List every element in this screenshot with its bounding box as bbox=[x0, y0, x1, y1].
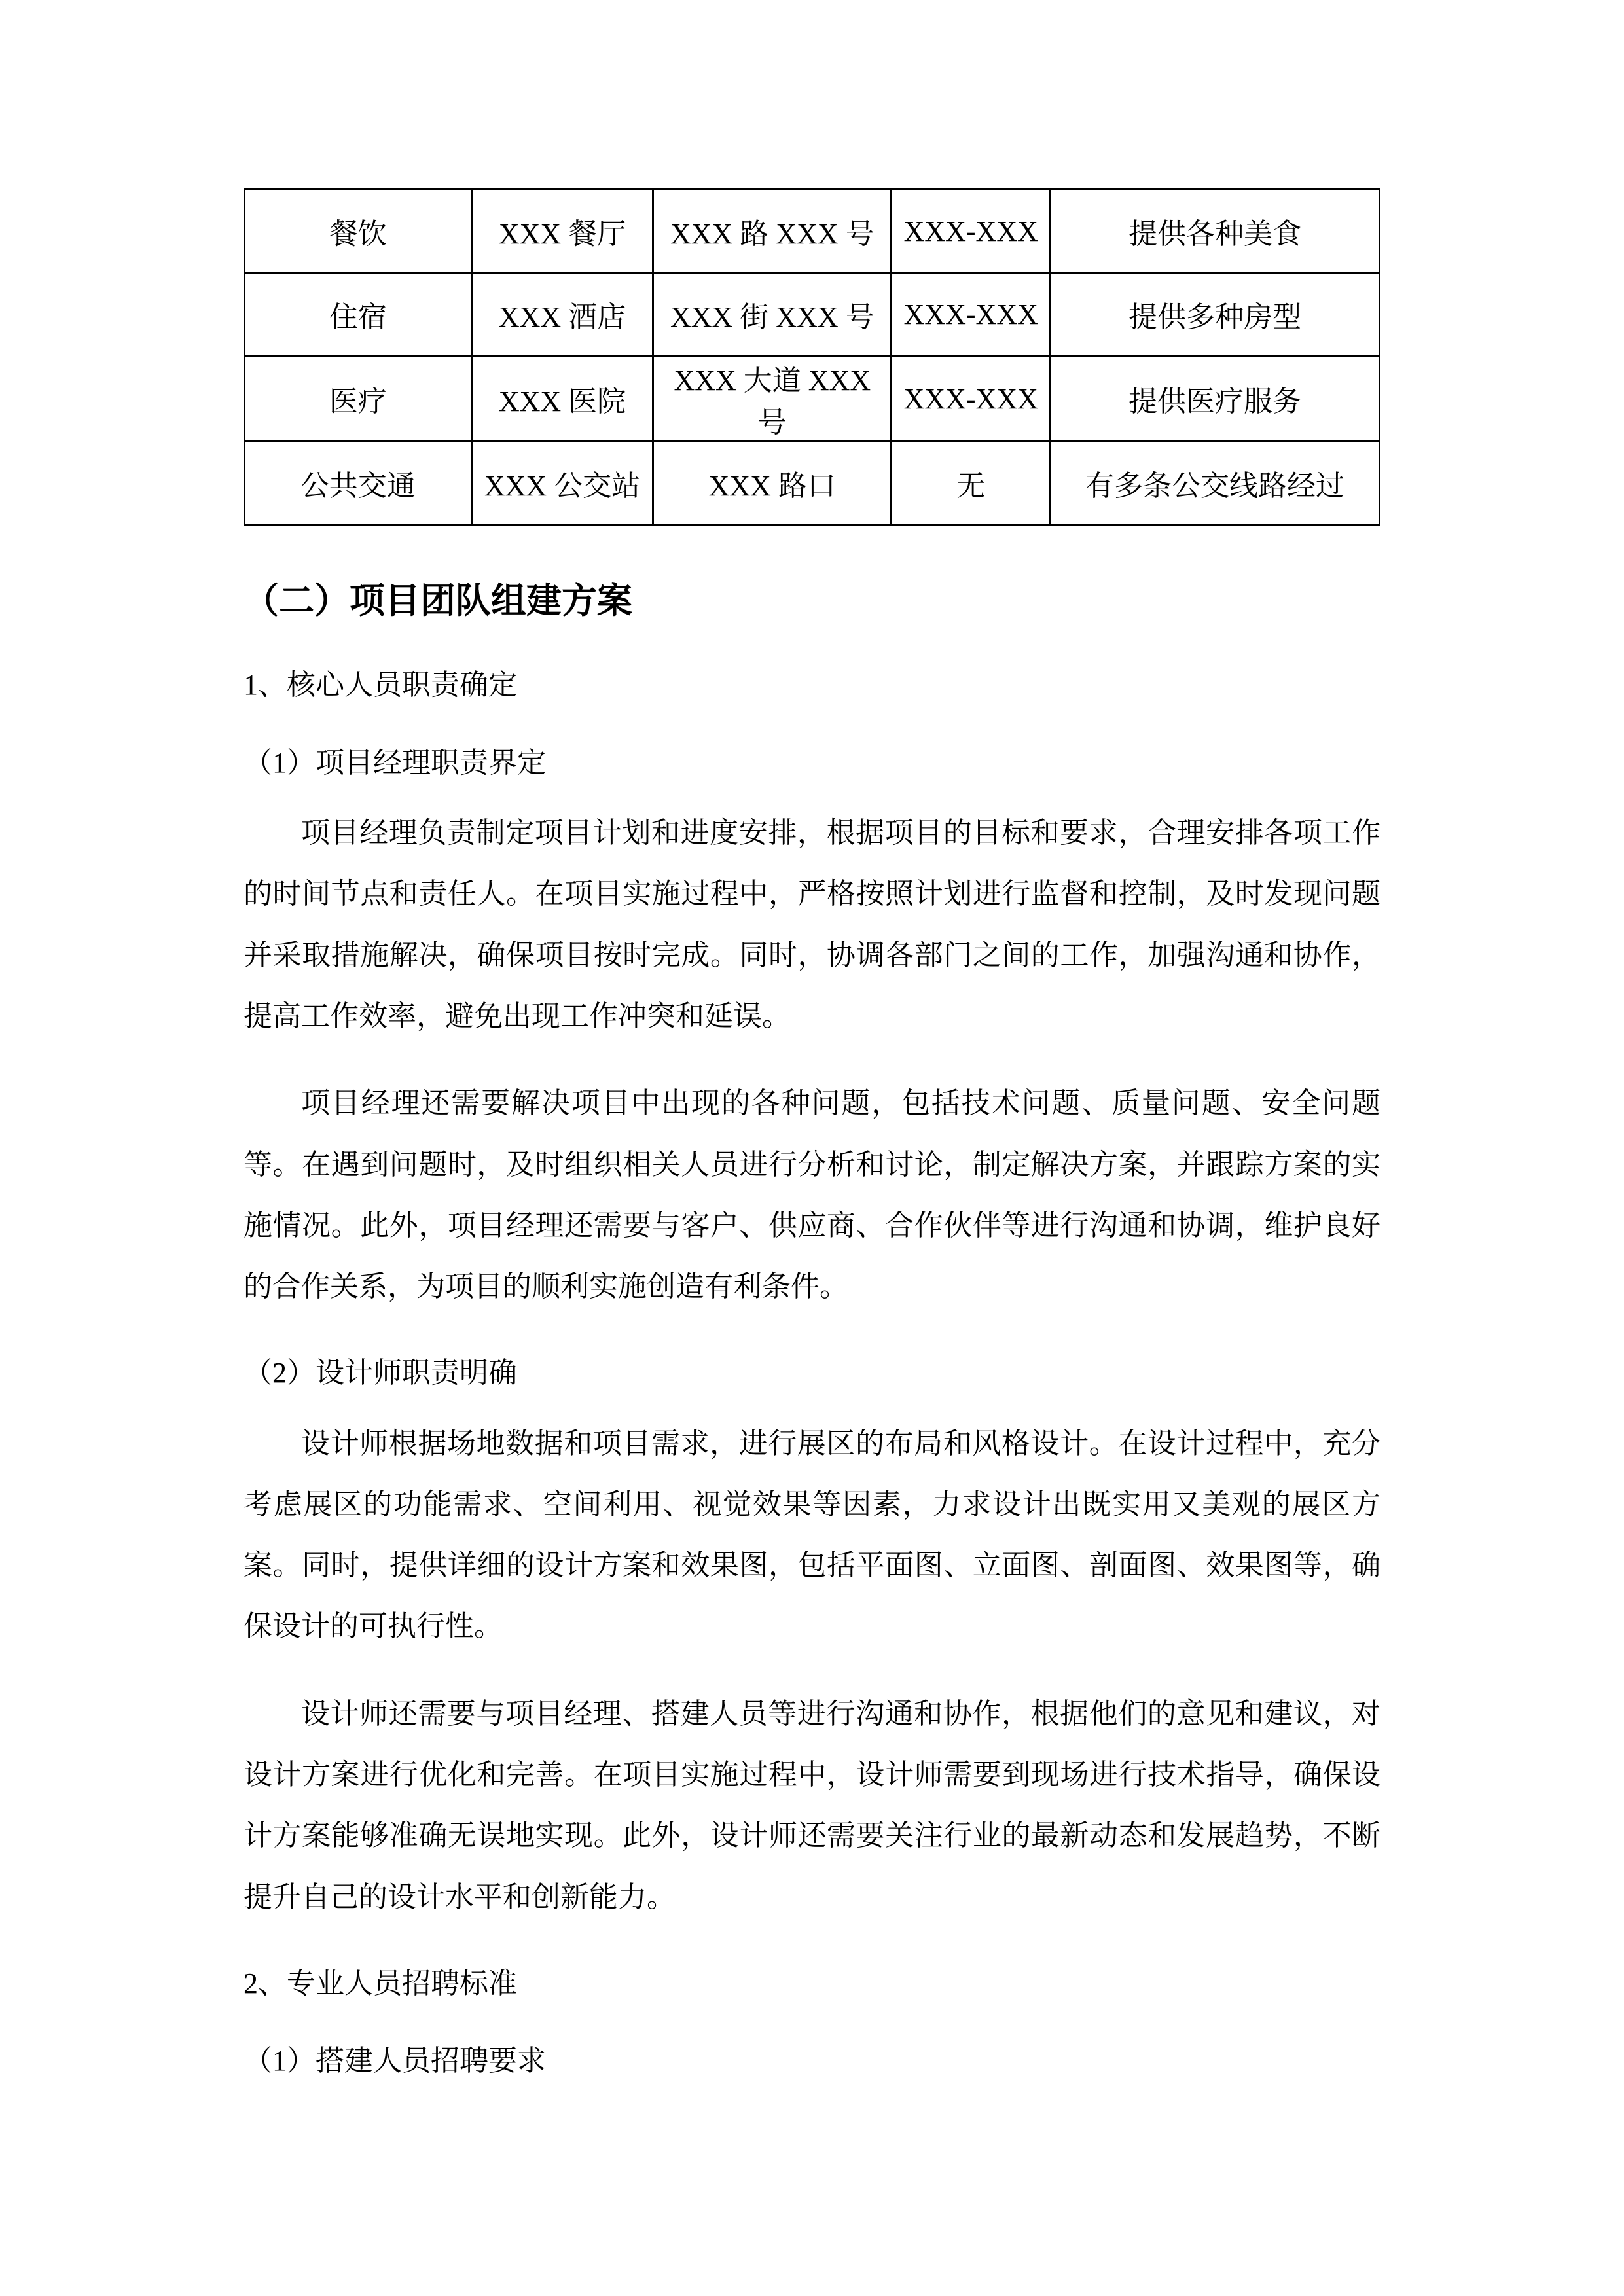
table-cell: 公共交通 bbox=[245, 442, 472, 525]
table-cell: 住宿 bbox=[245, 273, 472, 356]
body-paragraph: 设计师还需要与项目经理、搭建人员等进行沟通和协作，根据他们的意见和建议，对设计方案进行优化和完善。在项目实施过程中，设计师需要到现场进行技术指导，确保设计方案能够准确无误地实现。此外，设计师还需要关注行业的最新动态和发展趋势，不断提升自己的设计水平和创新能力。 bbox=[244, 1697, 1380, 1913]
table-cell: XXX-XXX bbox=[892, 190, 1051, 273]
table-cell: 餐饮 bbox=[245, 190, 472, 273]
table-cell: XXX-XXX bbox=[892, 273, 1051, 356]
body-paragraph: 项目经理负责制定项目计划和进度安排，根据项目的目标和要求，合理安排各项工作的时间节点和责任人。在项目实施过程中，严格按照计划进行监督和控制，及时发现问题并采取措施解决，确保项目按时完成。同时，协调各部门之间的工作，加强沟通和协作，提高工作效率，避免出现工作冲突和延误。 bbox=[244, 817, 1380, 1032]
table-cell: XXX-XXX bbox=[892, 356, 1051, 442]
section-heading: （二）项目团队组建方案 bbox=[244, 581, 632, 620]
table-cell: 医疗 bbox=[245, 356, 472, 442]
table-row bbox=[245, 442, 1380, 525]
table-cell: XXX 酒店 bbox=[471, 273, 653, 356]
subsection-heading: （2）设计师职责明确 bbox=[244, 1357, 517, 1390]
table-cell: 有多条公交线路经过 bbox=[1051, 442, 1380, 525]
table-cell: XXX 公交站 bbox=[471, 442, 653, 525]
table-cell: XXX 路口 bbox=[653, 442, 892, 525]
table-cell: XXX 医院 bbox=[471, 356, 653, 442]
subsection-heading: 2、专业人员招聘标准 bbox=[244, 1967, 517, 2000]
subsection-heading: （1）项目经理职责界定 bbox=[244, 746, 546, 779]
body-paragraph: 设计师根据场地数据和项目需求，进行展区的布局和风格设计。在设计过程中，充分考虑展区的功能需求、空间利用、视觉效果等因素，力求设计出既实用又美观的展区方案。同时，提供详细的设计方案和效果图，包括平面图、立面图、剖面图、效果图等，确保设计的可执行性。 bbox=[244, 1427, 1380, 1643]
table-cell: XXX 街 XXX 号 bbox=[653, 273, 892, 356]
body-paragraph: 项目经理还需要解决项目中出现的各种问题，包括技术问题、质量问题、安全问题等。在遇到问题时，及时组织相关人员进行分析和讨论，制定解决方案，并跟踪方案的实施情况。此外，项目经理还需要与客户、供应商、合作伙伴等进行沟通和协调，维护良好的合作关系，为项目的顺利实施创造有利条件。 bbox=[244, 1087, 1380, 1303]
table-cell: 提供各种美食 bbox=[1051, 190, 1380, 273]
subsection-heading: （1）搭建人员招聘要求 bbox=[244, 2045, 546, 2077]
table-cell: XXX 路 XXX 号 bbox=[653, 190, 892, 273]
table-row bbox=[245, 273, 1380, 356]
subsection-heading: 1、核心人员职责确定 bbox=[244, 669, 517, 702]
table-cell: XXX 大道 XXX 号 bbox=[653, 356, 892, 442]
table-cell: 提供多种房型 bbox=[1051, 273, 1380, 356]
table-cell: 无 bbox=[892, 442, 1051, 525]
table-row bbox=[245, 356, 1380, 442]
table-cell: 提供医疗服务 bbox=[1051, 356, 1380, 442]
table-cell: XXX 餐厅 bbox=[471, 190, 653, 273]
facilities-table bbox=[244, 188, 1380, 526]
table-row bbox=[245, 190, 1380, 273]
